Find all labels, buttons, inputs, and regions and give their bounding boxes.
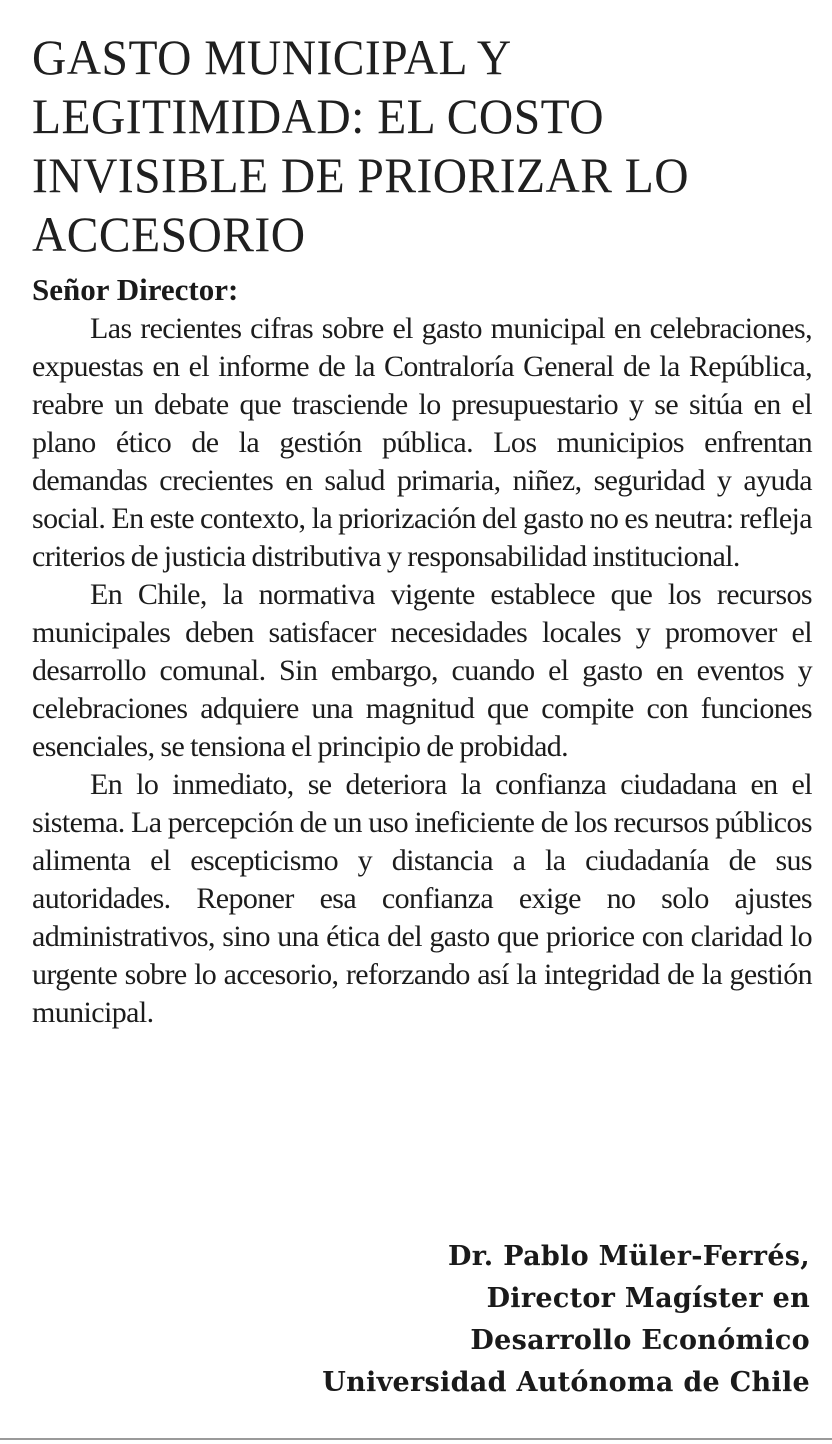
signature-program: Desarrollo Económico [470,1325,810,1356]
headline: GASTO MUNICIPAL Y LEGITIMIDAD: EL COSTO INVISIBLE DE PRIORIZAR LO ACCESORIO [32,29,690,262]
signature-block [322,1236,810,1404]
paragraph-2: En Chile, la normativa vigente establece que los recursos municipales deben satisfacer necesidades locales y promover el desarrollo comunal. Sin embargo, cuando el gasto en eventos y celebraciones adquiere una magnitud que compite con funciones esenciales, se tensiona el principio de probidad. [32,578,812,763]
paragraph-3: En lo inmediato, se deteriora la confianza ciudadana en el sistema. La percepción de un uso ineficiente de los recursos públicos alimenta el escepticismo y distancia a la ciudadanía de sus autoridades. Reponer esa confianza exige no solo ajustes administrativos, sino una ética del gasto que priorice con claridad lo urgente sobre lo accesorio, reforzando así la integridad de la gestión municipal. [32,768,812,1029]
signature-institution: Universidad Autónoma de Chile [322,1367,810,1398]
signature-role: Director Magíster en [486,1283,810,1314]
signature-name: Dr. Pablo Müler-Ferrés, [448,1241,810,1272]
letter-body [32,310,812,1032]
bottom-divider [0,1438,832,1440]
salutation: Señor Director: [32,272,239,307]
paragraph-1: Las recientes cifras sobre el gasto municipal en celebraciones, expuestas en el informe de la Contraloría General de la República, reabre un debate que trasciende lo presupuestario y se sitúa en el plano ético de la gestión pública. Los municipios enfrentan demandas crecientes en salud primaria, niñez, seguridad y ayuda social. En este contexto, la priorización del gasto no es neutra: refleja criterios de justicia distributiva y responsabilidad institucional. [32,312,812,573]
letter-article [32,28,812,1032]
